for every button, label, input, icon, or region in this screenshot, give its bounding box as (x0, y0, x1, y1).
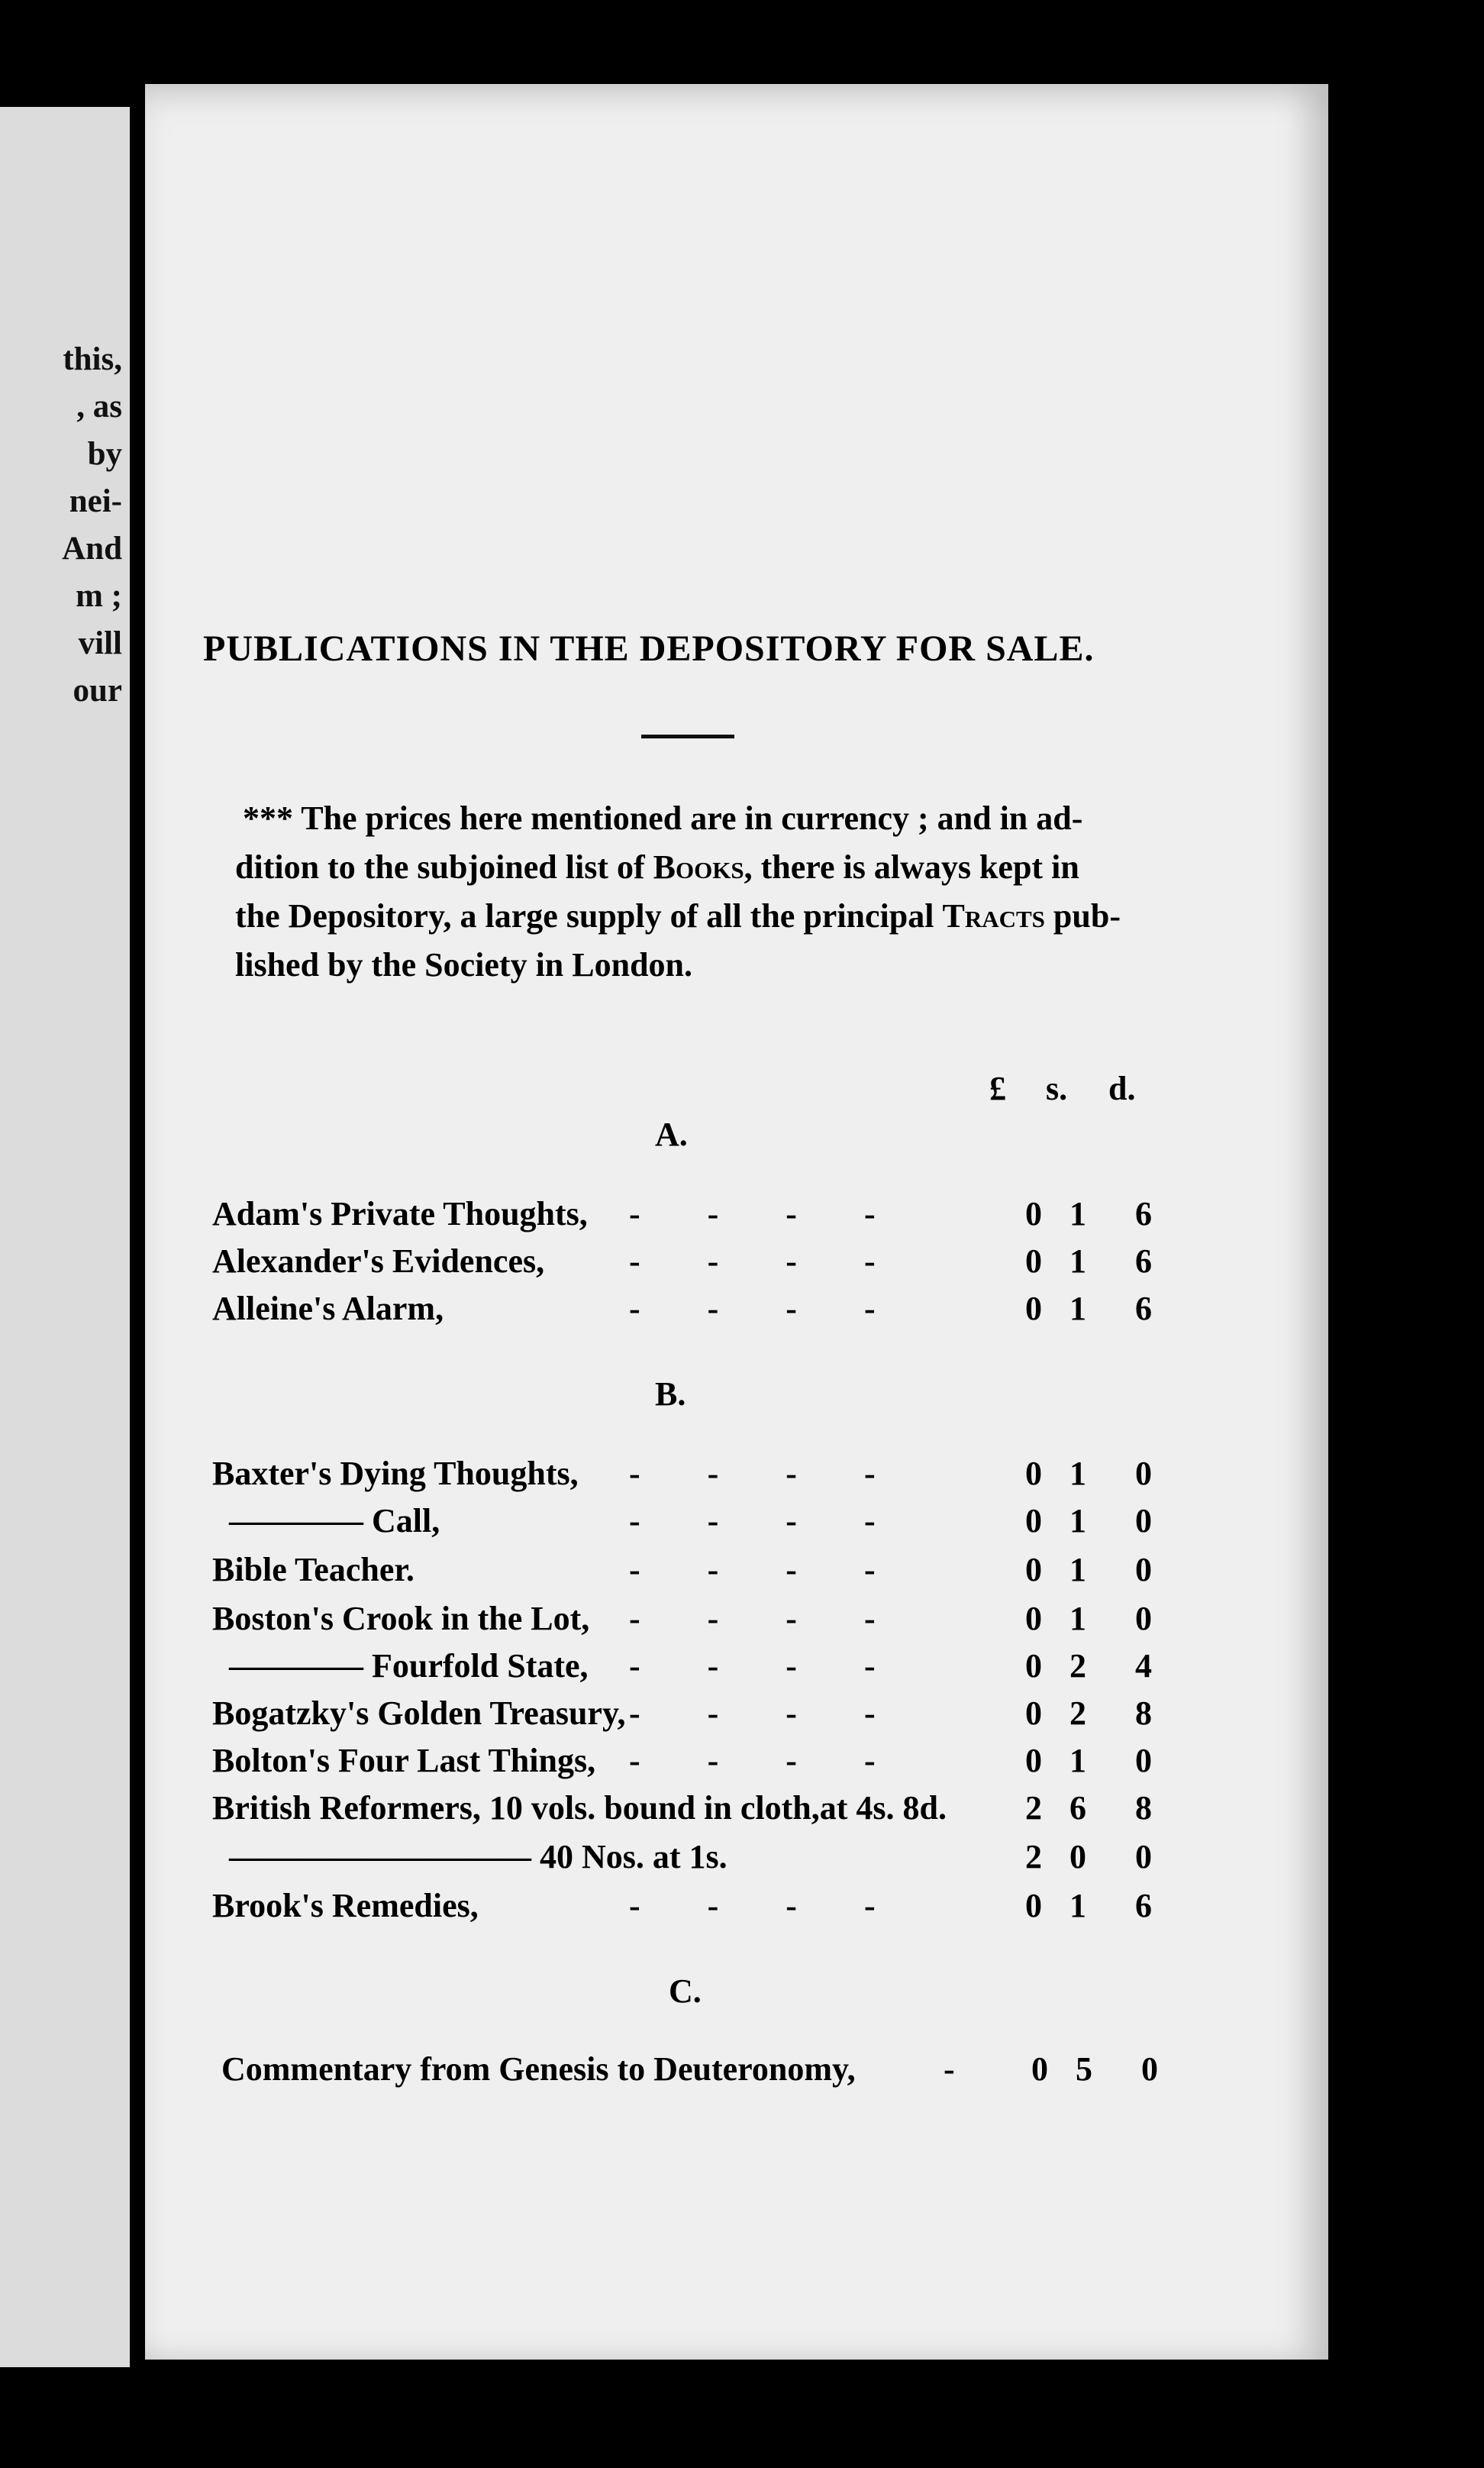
price-pounds: 0 (1025, 1742, 1042, 1779)
price-pounds: 0 (1025, 1647, 1042, 1685)
note-line-2: dition to the subjoined list of Books, there is always kept in (235, 848, 1079, 886)
price-shillings: 6 (1069, 1789, 1086, 1827)
leader-dashes: ---- (629, 1742, 943, 1779)
price-shillings: 0 (1069, 1838, 1086, 1875)
publication-entry (0, 1837, 1484, 1883)
price-pence: 4 (1135, 1647, 1152, 1685)
price-shillings: 2 (1069, 1694, 1086, 1732)
leader-dashes: ---- (629, 1887, 943, 1924)
pounds-header: £ (989, 1070, 1006, 1107)
note-line-3: the Depository, a large supply of all the principal Tracts pub- (235, 897, 1121, 935)
fragment-line: vill (78, 625, 122, 661)
publication-entry (0, 1741, 1484, 1787)
publication-entry (0, 1550, 1484, 1596)
page-heading: PUBLICATIONS IN THE DEPOSITORY FOR SALE. (203, 628, 1095, 669)
price-pence: 8 (1135, 1789, 1152, 1827)
price-pence: 0 (1135, 1502, 1152, 1539)
publication-title: British Reformers, 10 vols. bound in cloth,at 4s. 8d. (212, 1789, 947, 1827)
fragment-line: And (62, 531, 122, 567)
price-pence: 0 (1135, 1455, 1152, 1492)
leader-dashes: ---- (629, 1600, 943, 1637)
leader-dashes: ---- (629, 1694, 943, 1732)
publication-entry (0, 1194, 1484, 1240)
price-pence: 0 (1135, 1551, 1152, 1588)
publication-title: Brook's Remedies, (212, 1887, 479, 1924)
publication-entry (0, 1694, 1484, 1740)
section-letter: A. (655, 1116, 688, 1153)
price-shillings: 1 (1069, 1290, 1086, 1327)
price-shillings: 1 (1069, 1551, 1086, 1588)
leader-dashes: ---- (629, 1551, 943, 1588)
publication-title: ————————— 40 Nos. at 1s. (229, 1838, 727, 1875)
publication-entry (0, 1242, 1484, 1287)
price-pounds: 0 (1025, 1551, 1042, 1588)
price-shillings: 2 (1069, 1647, 1086, 1685)
leader-dashes: ---- (629, 1502, 943, 1539)
leader-dashes: ---- (629, 1242, 943, 1280)
price-pence: 6 (1135, 1242, 1152, 1280)
publication-title: Alexander's Evidences, (212, 1242, 545, 1280)
publication-entry (0, 1501, 1484, 1547)
pence-header: d. (1108, 1070, 1136, 1107)
publication-title: Baxter's Dying Thoughts, (212, 1455, 579, 1492)
publication-entry (0, 1289, 1484, 1335)
fragment-line: nei- (69, 483, 122, 519)
price-shillings: 1 (1069, 1242, 1086, 1280)
prices-note (235, 794, 1189, 990)
publication-title: Commentary from Genesis to Deuteronomy, (221, 2050, 856, 2088)
publication-title: Adam's Private Thoughts, (212, 1195, 588, 1232)
section-letter: B. (655, 1375, 686, 1413)
price-pounds: 0 (1025, 1887, 1042, 1924)
asterisks: *** (243, 800, 302, 837)
publication-title: Bolton's Four Last Things, (212, 1742, 596, 1779)
publication-entry (0, 1454, 1484, 1500)
publication-entry (0, 1599, 1484, 1645)
price-pounds: 0 (1025, 1600, 1042, 1637)
price-shillings: 1 (1069, 1742, 1086, 1779)
publication-title: ———— Call, (229, 1502, 440, 1539)
price-shillings: 1 (1069, 1887, 1086, 1924)
price-pounds: 0 (1025, 1195, 1042, 1232)
leader-dashes: ---- (629, 1647, 943, 1685)
note-line-1: *** The prices here mentioned are in currency ; and in ad- (243, 800, 1083, 837)
price-shillings: 1 (1069, 1600, 1086, 1637)
price-pounds: 0 (1025, 1502, 1042, 1539)
publication-entry (0, 1886, 1484, 1932)
price-shillings: 1 (1069, 1195, 1086, 1232)
publication-entry (0, 1646, 1484, 1692)
price-pounds: 0 (1025, 1242, 1042, 1280)
publication-entry (0, 1788, 1484, 1834)
fragment-line: , as (76, 389, 122, 425)
fragment-line: by (87, 436, 122, 472)
leader-dashes: ---- (629, 1290, 943, 1327)
books-word: Books (653, 848, 744, 886)
leader-dashes: - (944, 2050, 1022, 2088)
fragment-line: this, (63, 341, 122, 377)
price-pence: 0 (1135, 1742, 1152, 1779)
price-shillings: 1 (1069, 1502, 1086, 1539)
price-pounds: 2 (1025, 1838, 1042, 1875)
publication-title: ———— Fourfold State, (229, 1647, 589, 1685)
price-shillings: 5 (1076, 2050, 1092, 2088)
price-pence: 6 (1135, 1887, 1152, 1924)
publication-title: Boston's Crook in the Lot, (212, 1600, 590, 1637)
price-pence: 0 (1135, 1600, 1152, 1637)
price-pounds: 0 (1025, 1455, 1042, 1492)
shillings-header: s. (1046, 1070, 1068, 1107)
left-page-text-fragments (0, 336, 122, 715)
price-pence: 6 (1135, 1290, 1152, 1327)
tracts-word: Tracts (942, 897, 1045, 935)
section-letter: C. (669, 1972, 702, 2010)
price-pounds: 0 (1031, 2050, 1048, 2088)
publication-title: Alleine's Alarm, (212, 1290, 444, 1327)
leader-dashes: ---- (629, 1455, 943, 1492)
fragment-line: m ; (76, 578, 122, 614)
fragment-line: our (73, 673, 122, 709)
price-pence: 0 (1141, 2050, 1158, 2088)
price-shillings: 1 (1069, 1455, 1086, 1492)
heading-rule (641, 735, 734, 738)
publication-title: Bible Teacher. (212, 1551, 415, 1588)
publication-entry (0, 2050, 1484, 2095)
price-pounds: 2 (1025, 1789, 1042, 1827)
leader-dashes: ---- (629, 1195, 943, 1232)
publication-title: Bogatzky's Golden Treasury, (212, 1694, 626, 1732)
note-line-4: lished by the Society in London. (235, 946, 693, 984)
price-pence: 0 (1135, 1838, 1152, 1875)
price-pounds: 0 (1025, 1290, 1042, 1327)
price-pence: 6 (1135, 1195, 1152, 1232)
price-pence: 8 (1135, 1694, 1152, 1732)
price-pounds: 0 (1025, 1694, 1042, 1732)
